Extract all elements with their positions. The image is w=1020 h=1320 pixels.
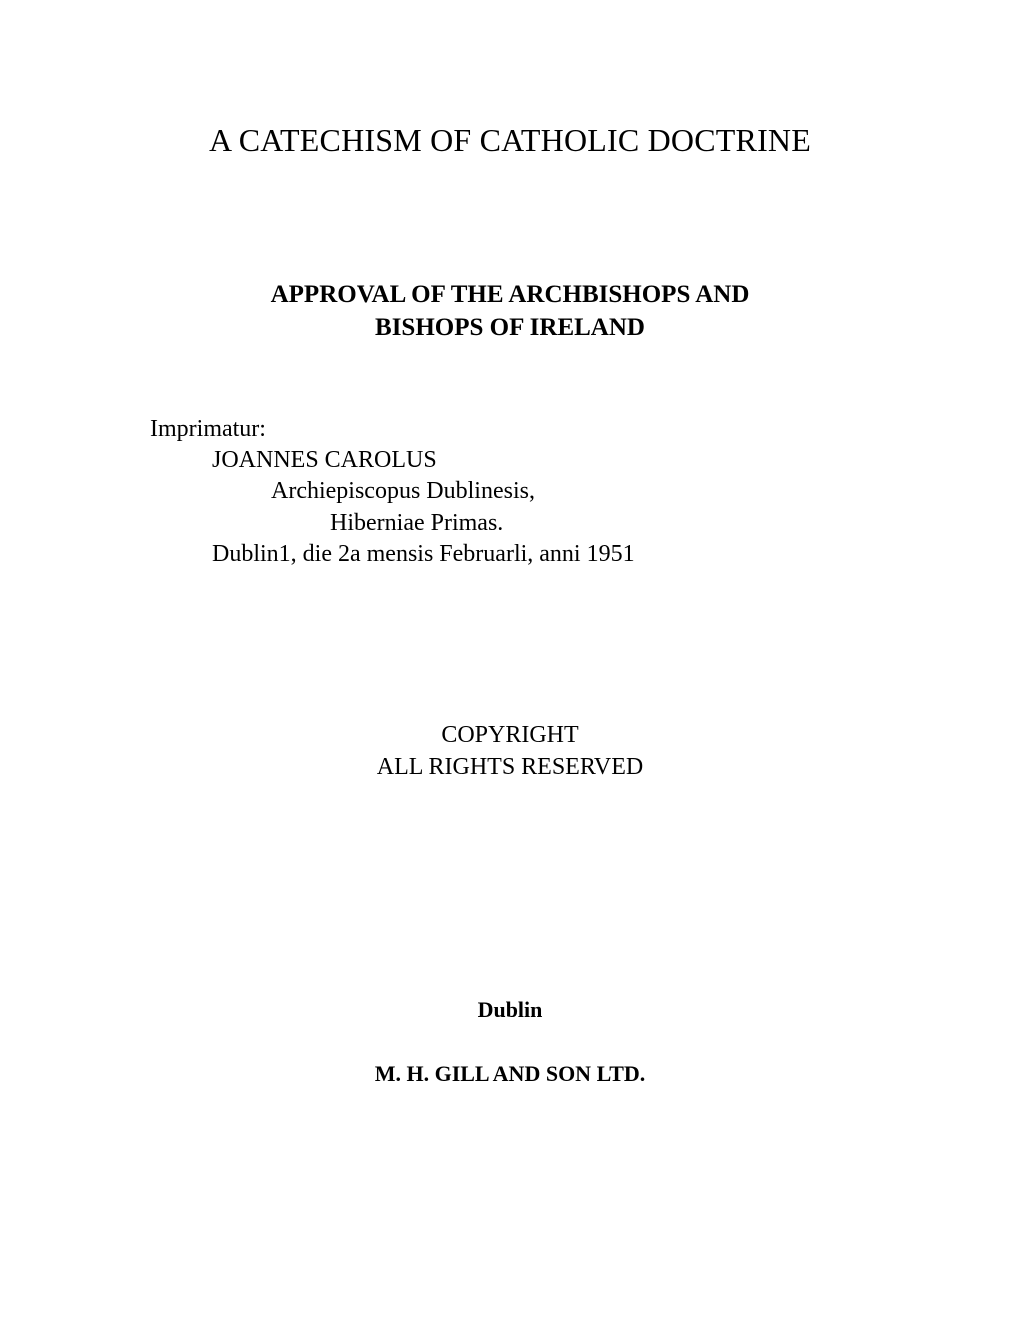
imprint-city: Dublin	[477, 997, 543, 1022]
imprimatur-name: JOANNES CAROLUS	[212, 447, 437, 473]
imprimatur-title-2: Hiberniae Primas.	[330, 510, 504, 536]
approval-heading-line-2: BISHOPS OF IRELAND	[375, 314, 645, 341]
document-title: A CATECHISM OF CATHOLIC DOCTRINE	[209, 122, 811, 158]
imprimatur-label: Imprimatur:	[150, 416, 266, 442]
approval-heading-line-1: APPROVAL OF THE ARCHBISHOPS AND	[270, 281, 750, 308]
copyright-notice: COPYRIGHT	[441, 722, 579, 748]
imprimatur-title-1: Archiepiscopus Dublinesis,	[271, 478, 535, 504]
imprimatur-date-line: Dublin1, die 2a mensis Februarli, anni 1951	[212, 541, 635, 567]
rights-reserved-notice: ALL RIGHTS RESERVED	[376, 754, 644, 780]
imprint-publisher: M. H. GILL AND SON LTD.	[374, 1061, 646, 1086]
